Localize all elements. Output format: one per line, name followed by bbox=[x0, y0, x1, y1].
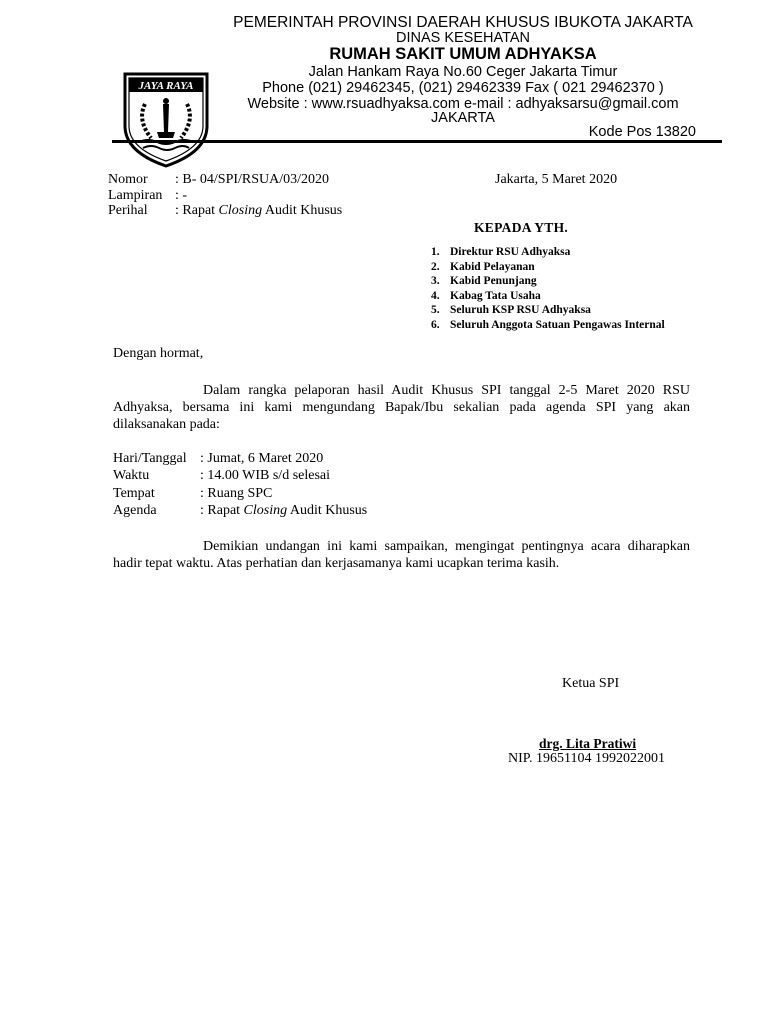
time-value: : 14.00 WIB s/d selesai bbox=[200, 468, 331, 483]
department-line: DINAS KESEHATAN bbox=[395, 30, 531, 46]
date-label: Hari/Tanggal bbox=[113, 451, 187, 466]
lampiran-label: Lampiran bbox=[108, 188, 163, 203]
greeting: Dengan hormat, bbox=[113, 346, 204, 361]
perihal-label: Perihal bbox=[108, 203, 148, 218]
list-item: 6. Seluruh Anggota Satuan Pengawas Internal bbox=[431, 318, 665, 331]
list-item: 4. Kabag Tata Usaha bbox=[431, 289, 541, 302]
nomor-value: : B- 04/SPI/RSUA/03/2020 bbox=[175, 172, 330, 187]
agenda-value: : Rapat Closing Audit Khusus bbox=[200, 503, 368, 518]
place-label: Tempat bbox=[113, 486, 155, 501]
emblem-text: JAYA RAYA bbox=[138, 80, 194, 92]
place-value: : Ruang SPC bbox=[200, 486, 273, 501]
signer-nip: NIP. 19651104 1992022001 bbox=[508, 751, 665, 766]
list-item: 1. Direktur RSU Adhyaksa bbox=[431, 246, 571, 258]
list-item: 2. Kabid Pelayanan bbox=[431, 260, 535, 273]
list-item: 5. Seluruh KSP RSU Adhyaksa bbox=[431, 304, 591, 316]
addressee-heading: KEPADA YTH. bbox=[474, 220, 569, 235]
perihal-value: : Rapat Closing Audit Khusus bbox=[175, 203, 343, 218]
city-line: JAKARTA bbox=[431, 110, 495, 126]
intro-paragraph: Dalam rangka pelaporan hasil Audit Khusus SPI tanggal 2-5 Maret 2020 RSU Adhyaksa, bersama ini kami mengundang Bapak/Ibu sekalian pada agenda SPI yang akan dilaksanakan pada: bbox=[113, 383, 690, 432]
time-label: Waktu bbox=[113, 468, 150, 483]
hospital-name: RUMAH SAKIT UMUM ADHYAKSA bbox=[329, 45, 597, 63]
signer-title: Ketua SPI bbox=[562, 676, 620, 691]
closing-paragraph: Demikian undangan ini kami sampaikan, mengingat pentingnya acara diharapkan hadir tepat waktu. Atas perhatian dan kerjasamanya kami ucapkan terima kasih. bbox=[113, 539, 690, 571]
agenda-label: Agenda bbox=[113, 503, 157, 518]
postal-code: Kode Pos 13820 bbox=[588, 124, 696, 140]
lampiran-value: : - bbox=[175, 188, 188, 203]
signer-name: drg. Lita Pratiwi bbox=[539, 736, 637, 751]
website-line: Website : www.rsuadhyaksa.com e-mail : adhyaksarsu@gmail.com bbox=[247, 96, 679, 112]
place-date: Jakarta, 5 Maret 2020 bbox=[495, 172, 618, 187]
nomor-label: Nomor bbox=[108, 172, 148, 187]
date-value: : Jumat, 6 Maret 2020 bbox=[200, 451, 324, 466]
phone-line: Phone (021) 29462345, (021) 29462339 Fax ( 021 29462370 ) bbox=[262, 80, 664, 96]
letterhead-divider bbox=[112, 140, 722, 143]
list-item: 3. Kabid Penunjang bbox=[431, 275, 537, 287]
gov-line: PEMERINTAH PROVINSI DAERAH KHUSUS IBUKOTA JAKARTA bbox=[233, 14, 693, 31]
recipient-list bbox=[431, 245, 665, 332]
address-line: Jalan Hankam Raya No.60 Ceger Jakarta Timur bbox=[308, 64, 618, 80]
jaya-raya-emblem-icon bbox=[121, 70, 211, 168]
